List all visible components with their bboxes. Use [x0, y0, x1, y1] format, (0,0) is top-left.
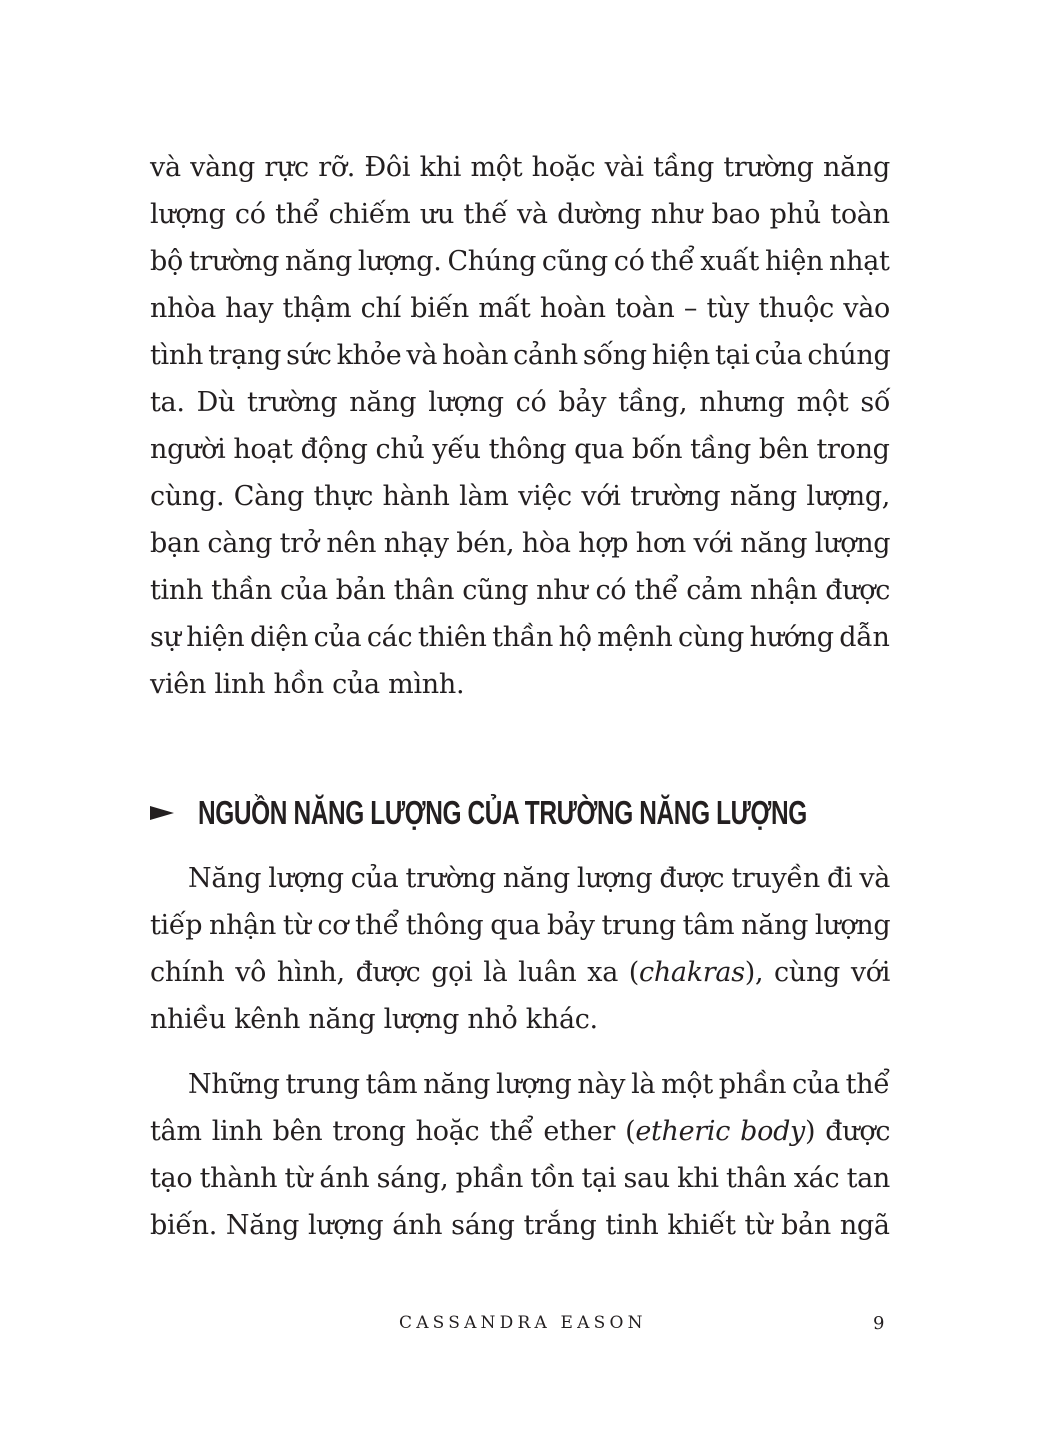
text-line: biến. Năng lượng ánh sáng trắng tinh khiết từ bản ngã [150, 1210, 890, 1241]
text-line: người hoạt động chủ yếu thông qua bốn tầng bên trong [150, 434, 890, 465]
text-segment: ) được [805, 1116, 891, 1147]
text-line: tiếp nhận từ cơ thể thông qua bảy trung tâm năng lượng [150, 910, 891, 941]
text-line: ta. Dù trường năng lượng có bảy tầng, nhưng một số [150, 387, 891, 418]
text-line: bạn càng trở nên nhạy bén, hòa hợp hơn với năng lượng [150, 528, 891, 559]
section-heading [150, 790, 1021, 836]
text-line [150, 949, 890, 996]
text-segment: chính vô hình, được gọi là luân xa ( [150, 957, 640, 988]
footer-author: CASSANDRA EASON [399, 1313, 647, 1333]
italic-term: etheric body [635, 1116, 806, 1147]
text-line: tinh thần của bản thân cũng như có thể cảm nhận được [150, 575, 891, 606]
text-segment: tâm linh bên trong hoặc thể ether ( [150, 1116, 636, 1147]
page-number: 9 [873, 1313, 885, 1334]
text-line: tạo thành từ ánh sáng, phần tồn tại sau khi thân xác tan [150, 1163, 891, 1194]
text-line: và vàng rực rỡ. Đôi khi một hoặc vài tầng trường năng [150, 152, 890, 183]
text-line: bộ trường năng lượng. Chúng cũng có thể xuất hiện nhạt [150, 246, 890, 277]
italic-term: chakras [639, 957, 745, 988]
text-line: nhiều kênh năng lượng nhỏ khác. [150, 1004, 598, 1035]
text-segment: ), cùng với [744, 957, 891, 988]
text-line: Năng lượng của trường năng lượng được truyền đi và [188, 863, 891, 894]
text-line: lượng có thể chiếm ưu thế và dường như bao phủ toàn [150, 199, 890, 230]
text-line: sự hiện diện của các thiên thần hộ mệnh cùng hướng dẫn [150, 622, 890, 653]
text-line: Những trung tâm năng lượng này là một phần của thể [188, 1069, 890, 1100]
paragraph-etheric-body [150, 1061, 890, 1249]
text-line: tình trạng sức khỏe và hoàn cảnh sống hiện tại của chúng [150, 340, 891, 371]
paragraph-chakras [150, 855, 890, 1043]
paragraph-continuation [150, 144, 890, 708]
text-line: viên linh hồn của mình. [150, 669, 465, 700]
section-title: NGUỒN NĂNG LƯỢNG CỦA TRƯỜNG NĂNG LƯỢNG [198, 794, 807, 831]
text-line: nhòa hay thậm chí biến mất hoàn toàn – tùy thuộc vào [150, 293, 891, 324]
text-line [150, 1108, 890, 1155]
text-line: cùng. Càng thực hành làm việc với trường năng lượng, [150, 481, 891, 512]
arrow-right-icon [150, 806, 174, 820]
